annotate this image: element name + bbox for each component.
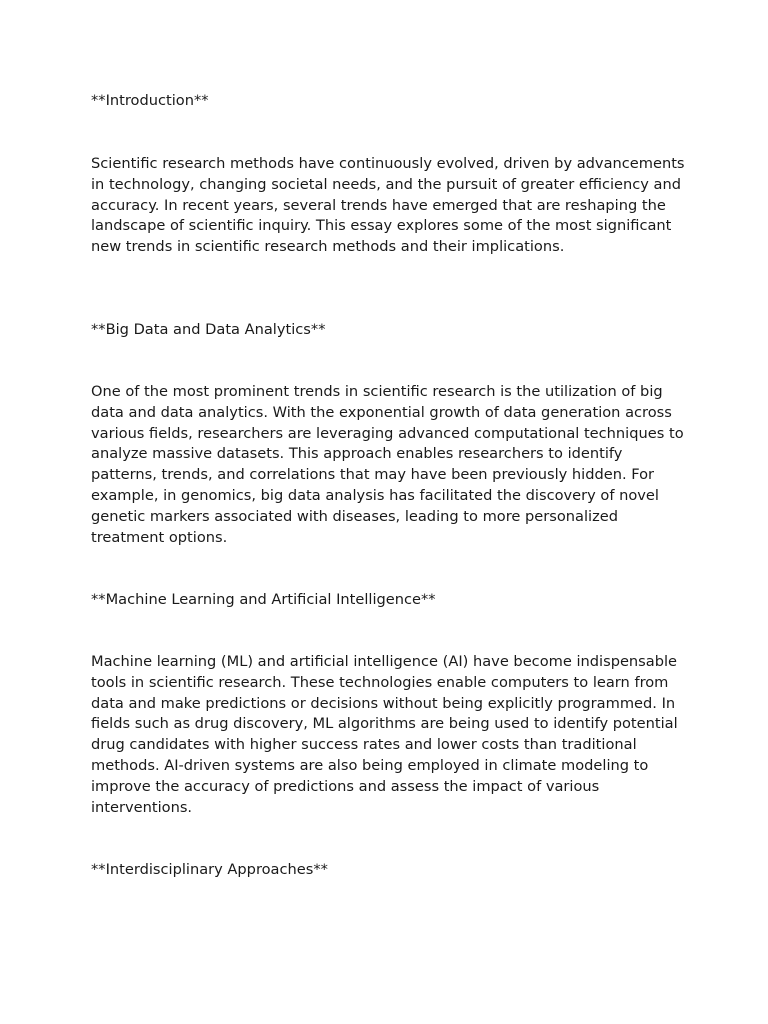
document-page (91, 0, 691, 1024)
paragraph-introduction: Scientific research methods have continuously evolved, driven by advancements in technology, changing societal needs, and the pursuit of greater efficiency and accuracy. In recent years, several trends have emerged that are reshaping the landscape of scientific inquiry. This essay explores some of the most significant new trends in scientific research methods and their implications. (91, 155, 685, 256)
section-heading-big-data: **Big Data and Data Analytics** (91, 321, 326, 338)
paragraph-machine-learning: Machine learning (ML) and artificial intelligence (AI) have become indispensable tools in scientific research. These technologies enable computers to learn from data and make predictions or decisions without being explicitly programmed. In fields such as drug discovery, ML algorithms are being used to identify potential drug candidates with higher success rates and lower costs than traditional methods. AI-driven systems are also being employed in climate modeling to improve the accuracy of predictions and assess the impact of various interventions. (91, 653, 678, 816)
section-heading-interdisciplinary: **Interdisciplinary Approaches** (91, 861, 328, 878)
section-heading-introduction: **Introduction** (91, 92, 209, 109)
paragraph-big-data: One of the most prominent trends in scientific research is the utilization of big data and data analytics. With the exponential growth of data generation across various fields, researchers are leveraging advanced computational techniques to analyze massive datasets. This approach enables researchers to identify patterns, trends, and correlations that may have been previously hidden. For example, in genomics, big data analysis has facilitated the discovery of novel genetic markers associated with diseases, leading to more personalized treatment options. (91, 383, 684, 546)
section-heading-machine-learning: **Machine Learning and Artificial Intelligence** (91, 591, 436, 608)
